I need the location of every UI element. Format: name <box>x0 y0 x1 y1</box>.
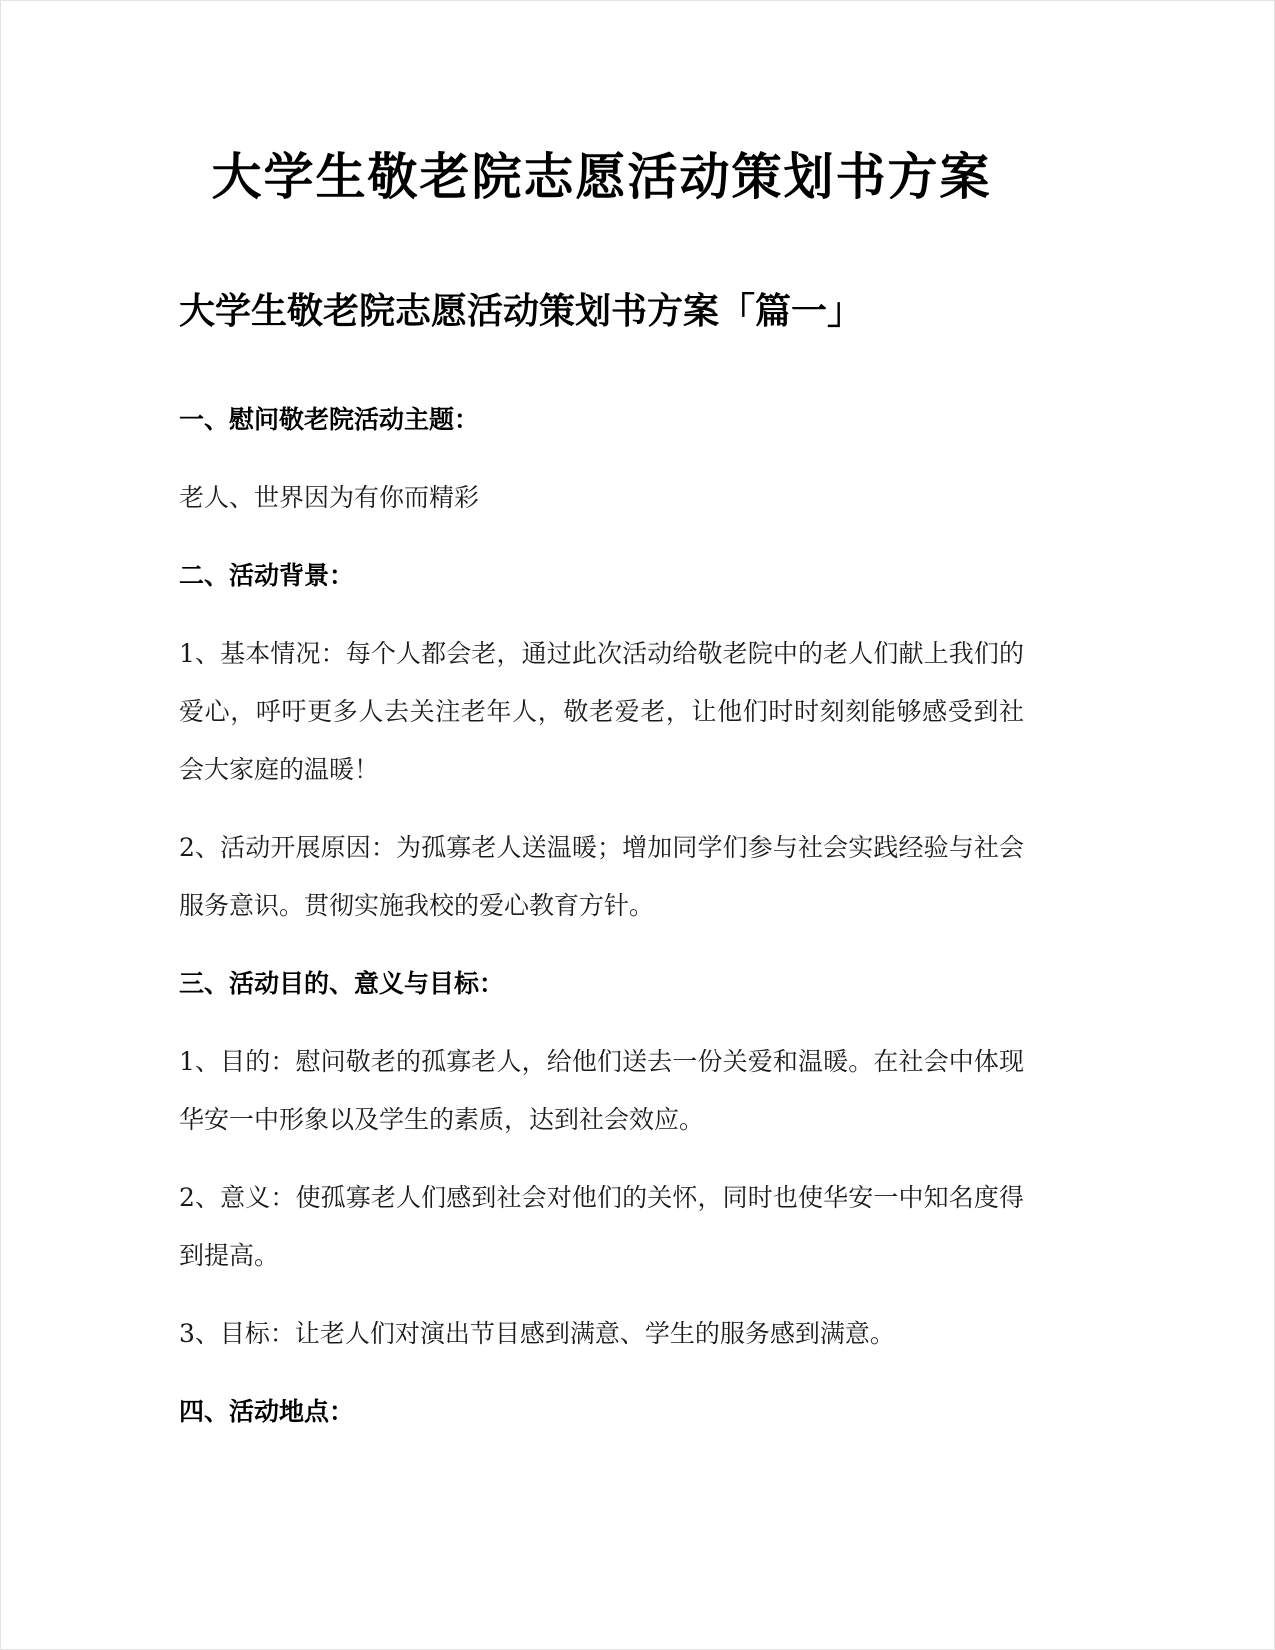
paragraph-purpose: 1、目的：慰问敬老的孤寡老人，给他们送去一份关爱和温暖。在社会中体现华安一中形象以及学生的素质，达到社会效应。 <box>179 1047 1024 1134</box>
paragraph-meaning: 2、意义：使孤寡老人们感到社会对他们的关怀，同时也使华安一中知名度得到提高。 <box>179 1183 1024 1270</box>
paragraph-goal: 3、目标：让老人们对演出节目感到满意、学生的服务感到满意。 <box>179 1319 895 1348</box>
section-heading-purpose-meaning-goal: 三、活动目的、意义与目标： <box>179 969 505 998</box>
section-heading-activity-location: 四、活动地点： <box>179 1397 355 1426</box>
document-subtitle: 大学生敬老院志愿活动策划书方案「篇一」 <box>179 291 864 332</box>
section-heading-activity-background: 二、活动背景： <box>179 561 355 590</box>
section-heading-activity-theme: 一、慰问敬老院活动主题： <box>179 405 480 434</box>
document-title: 大学生敬老院志愿活动策划书方案 <box>211 147 992 206</box>
document-content <box>1 1 1274 1501</box>
paragraph-basic-situation: 1、基本情况：每个人都会老，通过此次活动给敬老院中的老人们献上我们的爱心，呼吁更多人去关注老年人，敬老爱老，让他们时时刻刻能够感受到社会大家庭的温暖！ <box>179 639 1024 784</box>
paragraph-theme-slogan: 老人、世界因为有你而精彩 <box>179 483 480 512</box>
paragraph-activity-reason: 2、活动开展原因：为孤寡老人送温暖；增加同学们参与社会实践经验与社会服务意识。贯彻实施我校的爱心教育方针。 <box>179 833 1024 920</box>
